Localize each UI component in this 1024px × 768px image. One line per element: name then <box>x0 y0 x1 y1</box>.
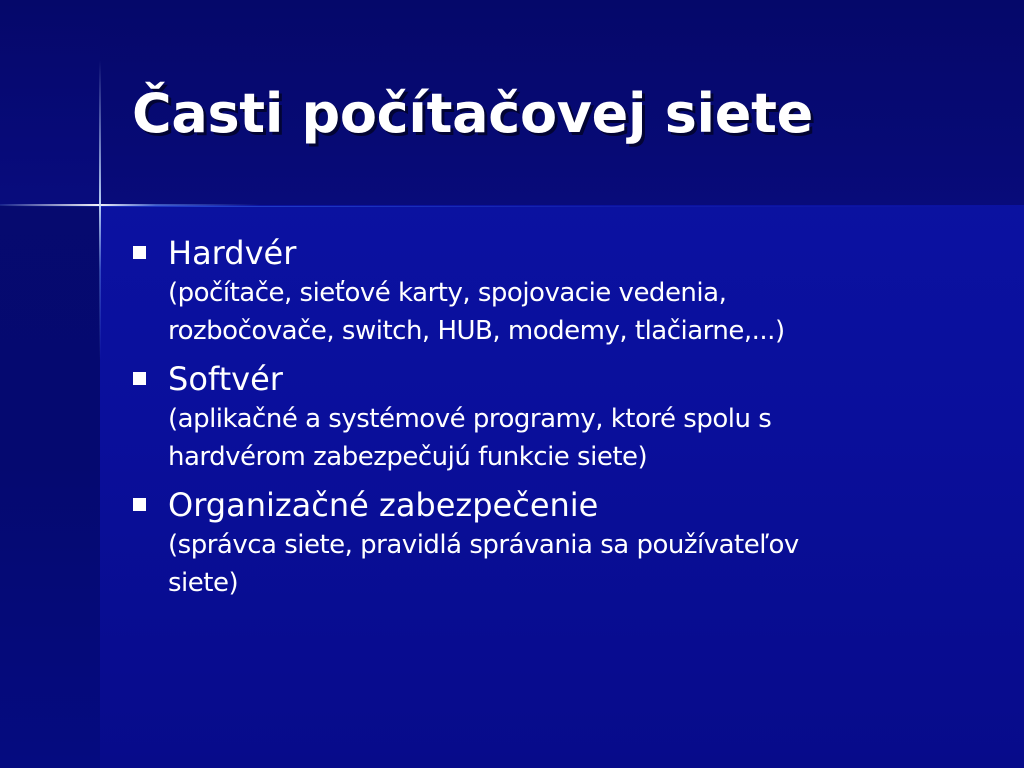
square-bullet-icon <box>133 372 146 385</box>
square-bullet-icon <box>133 498 146 511</box>
list-item-heading: Softvér <box>168 360 283 398</box>
list-item-organization <box>130 484 990 602</box>
list-item-detail-line: (aplikačné a systémové programy, ktoré spolu s <box>168 404 772 434</box>
list-item-detail-line: (počítače, sieťové karty, spojovacie vedenia, <box>168 278 727 308</box>
list-item-detail-line: rozbočovače, switch, HUB, modemy, tlačiarne,...) <box>168 316 785 346</box>
slide-title: Časti počítačovej siete <box>132 82 813 145</box>
list-item-heading: Organizačné zabezpečenie <box>168 486 599 524</box>
list-item-heading: Hardvér <box>168 234 297 272</box>
list-item-hardware <box>130 232 990 350</box>
divider-line <box>0 206 1024 207</box>
sparkle-horizontal-decor <box>0 204 260 206</box>
square-bullet-icon <box>133 246 146 259</box>
list-item-detail-line: hardvérom zabezpečujú funkcie siete) <box>168 442 648 472</box>
list-item-software <box>130 358 990 476</box>
sparkle-vertical-decor <box>99 60 101 360</box>
list-item-detail-line: (správca siete, pravidlá správania sa používateľov <box>168 530 799 560</box>
bullet-list <box>130 232 990 610</box>
list-item-detail-line: siete) <box>168 568 239 598</box>
